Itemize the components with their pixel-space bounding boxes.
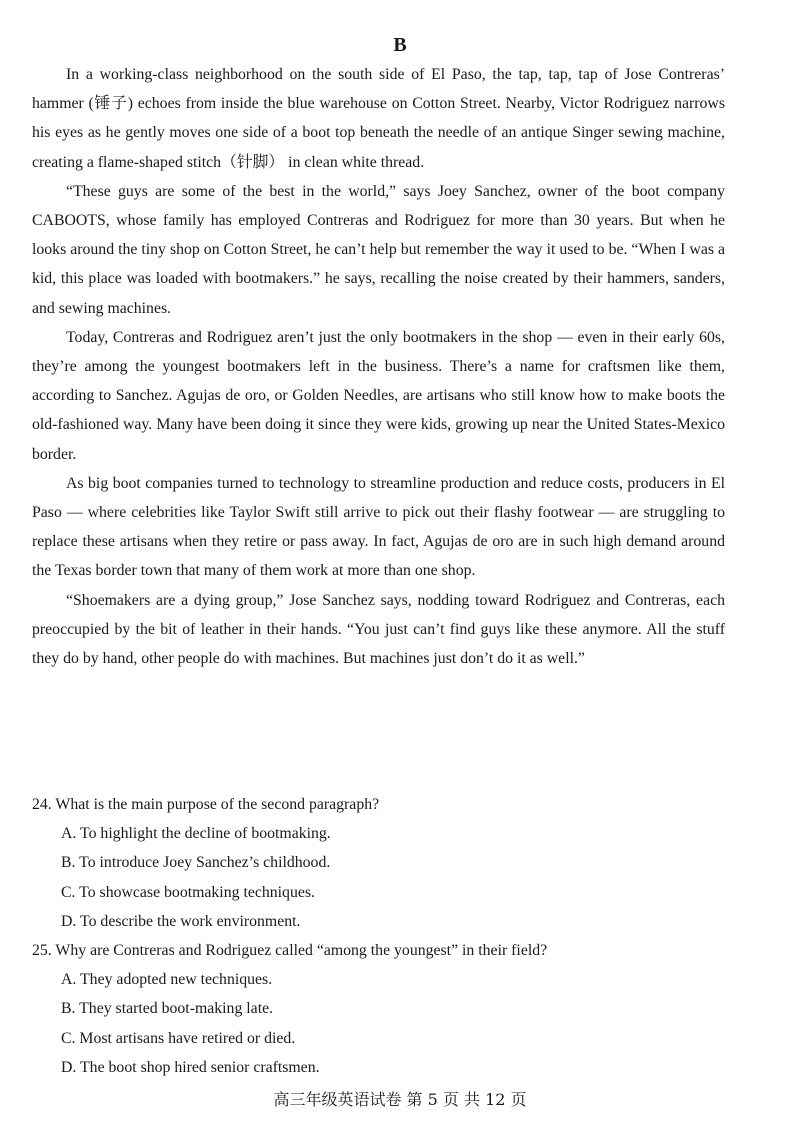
page-footer: 高三年级英语试卷 第 5 页 共 12 页 bbox=[273, 1090, 527, 1109]
passage-paragraph-4: As big boot companies turned to technology to streamline production and reduce costs, producers in El Paso — where celebrities like Taylor Swift still arrive to pick out their flashy footwear — are struggling to replace these artisans when they retire or pass away. In fact, Agujas de oro are in such high demand around the Texas border town that many of them work at more than one shop. bbox=[32, 474, 725, 580]
section-title: B bbox=[393, 34, 407, 56]
question-24 bbox=[32, 790, 732, 936]
option-list bbox=[32, 819, 732, 936]
passage-paragraph-3: Today, Contreras and Rodriguez aren’t just the only bootmakers in the shop — even in their early 60s, they’re among the youngest bootmakers left in the business. There’s a name for craftsmen like them, according to Sanchez. Agujas de oro, or Golden Needles, are artisans who still know how to make boots the old-fashioned way. Many have been doing it since they were kids, growing up near the United States-Mexico border. bbox=[32, 328, 725, 463]
question-stem: 25. Why are Contreras and Rodriguez called “among the youngest” in their field? bbox=[32, 942, 548, 960]
question-list bbox=[32, 790, 732, 1082]
option-a: A. To highlight the decline of bootmaking. bbox=[61, 825, 331, 843]
question-25 bbox=[32, 936, 732, 1082]
option-d: D. The boot shop hired senior craftsmen. bbox=[61, 1058, 320, 1076]
option-b: B. They started boot-making late. bbox=[61, 1000, 274, 1018]
option-a: A. They adopted new techniques. bbox=[61, 971, 273, 989]
question-stem: 24. What is the main purpose of the second paragraph? bbox=[32, 796, 380, 813]
option-list bbox=[32, 965, 732, 1082]
passage-paragraph-1: In a working-class neighborhood on the south side of El Paso, the tap, tap, tap of Jose Contreras’ hammer (锤子) echoes from inside the blue warehouse on Cotton Street. Nearby, Victor Rodriguez narrows his eyes as he gently moves one side of a boot top beneath the needle of an antique Singer sewing machine, creating a flame-shaped stitch（针脚） in clean white thread. bbox=[32, 66, 725, 171]
option-c: C. Most artisans have retired or died. bbox=[61, 1029, 296, 1047]
passage-paragraph-2: “These guys are some of the best in the world,” says Joey Sanchez, owner of the boot company CABOOTS, whose family has employed Contreras and Rodriguez for more than 30 years. But when he looks around the tiny shop on Cotton Street, he can’t help but remember the way it used to be. “When I was a kid, this place was loaded with bootmakers.” he says, recalling the noise created by their hammers, sanders, and sewing machines. bbox=[32, 182, 725, 317]
passage-paragraph-5: “Shoemakers are a dying group,” Jose Sanchez says, nodding toward Rodriguez and Contreras, each preoccupied by the bit of leather in their hands. “You just can’t find guys like these anymore. All the stuff they do by hand, other people do with machines. But machines just don’t do it as well.” bbox=[32, 591, 725, 668]
option-c: C. To showcase bootmaking techniques. bbox=[61, 883, 315, 901]
option-d: D. To describe the work environment. bbox=[61, 912, 301, 930]
reading-passage bbox=[32, 60, 725, 673]
option-b: B. To introduce Joey Sanchez’s childhood. bbox=[61, 854, 331, 872]
